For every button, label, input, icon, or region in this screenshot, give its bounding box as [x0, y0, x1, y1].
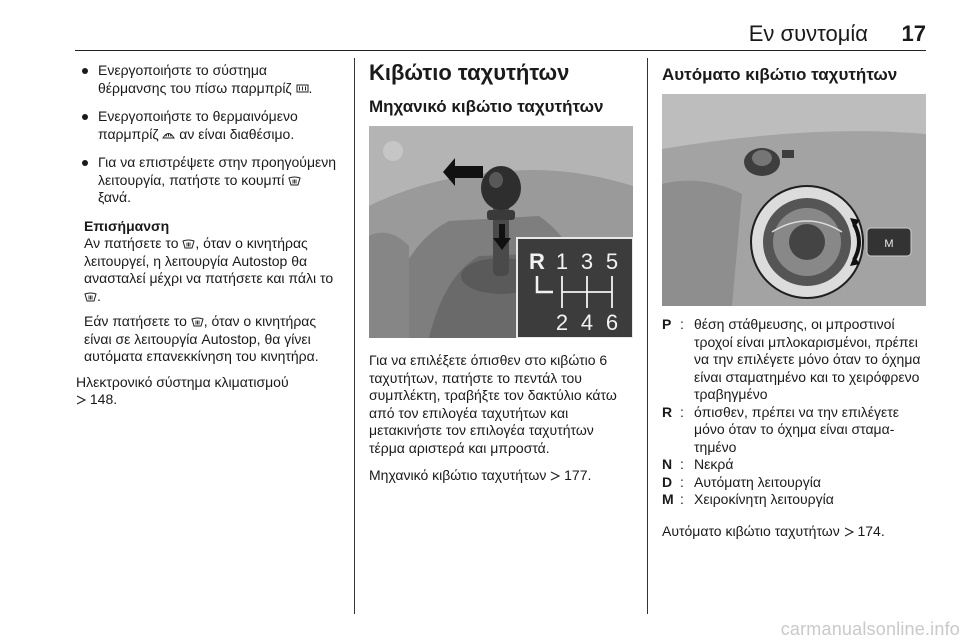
bullet-dot: [82, 160, 88, 166]
list-item: M : Χειροκίνητη λειτουργία: [662, 491, 834, 507]
note-paragraph: Εάν πατήσετε το , όταν ο κινητήρας είναι σε λειτουργία Autostop, θα γίνει αυτόματα επανεκκίνηση του κινητήρα.: [84, 313, 319, 364]
windscreen-heater-icon: [162, 130, 175, 140]
instruction-paragraph: Για να επιλέξετε όπισθεν στο κιβώτιο 6 ταχυτήτων, πατήστε το πεντάλ του συμπλέκτη, τραβήξτε τον δακτύλιο κάτω από τον επιλογέα ταχυτήτων και μετακινήστε τον επιλογέα ταχυτήτων τέρμα αριστερά και μπροστά.: [369, 352, 617, 456]
gear-position-list: [662, 316, 928, 509]
page-reference-icon: [550, 471, 560, 481]
gear-label-6: 6: [605, 310, 619, 335]
gear-label-5: 5: [605, 249, 619, 274]
list-item: P : θέση στάθμευσης, οι μπροστινοί τροχοί είναι μπλοκαρισμένοι, πρέπει να την επιλέγετε μόνο όταν το όχημα είναι σταματημένο και το χειρόφρενο τραβηγμένο: [662, 316, 921, 402]
page-reference-icon: [76, 395, 86, 405]
section-heading: Κιβώτιο ταχυτήτων: [369, 60, 570, 85]
bullet-dot: [82, 114, 88, 120]
list-item: Ενεργοποιήστε το σύστημα θέρμανσης του πίσω παρμπρίζ .: [76, 62, 338, 97]
page-number: 17: [901, 21, 926, 46]
defrost-icon: [288, 176, 301, 186]
note-paragraph: Αν πατήσετε το , όταν ο κινητήρας λειτουργεί, η λειτουργία Autostop θα ανασταλεί μέχρι να πατήσετε και πάλι το .: [84, 235, 334, 304]
manual-mode-badge: M: [884, 238, 894, 250]
column-middle: [369, 62, 633, 495]
watermark: carmanualsonline.info: [780, 619, 960, 639]
section-heading: Αυτόματο κιβώτιο ταχυτήτων: [662, 65, 898, 84]
rear-window-heater-icon: [296, 84, 309, 94]
list-item: Ενεργοποιήστε το θερμαινόμενο παρμπρίζ αν είναι διαθέσιμο.: [76, 108, 338, 143]
cross-reference[interactable]: Αυτόματο κιβώτιο ταχυτήτων 174.: [662, 522, 885, 539]
list-item: Για να επιστρέψετε στην προηγούμενη λειτουργία, πατήστε το κουμπί ξανά.: [76, 154, 338, 207]
gear-label-1: 1: [555, 249, 569, 274]
gear-label-3: 3: [580, 249, 594, 274]
header-rule: [75, 50, 926, 51]
page-reference-icon: [844, 527, 854, 537]
gear-label-r: R: [529, 249, 545, 274]
column-divider: [647, 58, 648, 614]
gear-label-2: 2: [555, 310, 569, 335]
defrost-icon: [182, 239, 195, 249]
column-divider: [354, 58, 355, 614]
cross-reference[interactable]: Μηχανικό κιβώτιο ταχυτήτων 177.: [369, 467, 592, 483]
defrost-icon: [84, 292, 97, 302]
subsection-heading: Μηχανικό κιβώτιο ταχυτήτων: [369, 97, 604, 116]
section-title: Εν συντομία: [748, 21, 868, 46]
list-item: D : Αυτόματη λειτουργία: [662, 473, 821, 490]
automatic-gear-selector-image: [662, 94, 926, 306]
manual-gear-shifter-image: [369, 126, 633, 338]
defrost-icon: [191, 317, 204, 327]
cross-reference[interactable]: Ηλεκτρονικό σύστημα κλιματισμού 148.: [76, 373, 289, 407]
column-left: [76, 62, 338, 419]
note-title: Επισήμανση: [84, 217, 170, 234]
page-header: [0, 0, 960, 54]
bullet-dot: [82, 68, 88, 74]
gear-label-4: 4: [580, 310, 594, 335]
list-item: N : Νεκρά: [662, 456, 734, 472]
column-right: [662, 62, 928, 550]
list-item: R : όπισθεν, πρέπει να την επιλέγετε μόνο όταν το όχημα είναι σταματημένο: [662, 403, 900, 455]
